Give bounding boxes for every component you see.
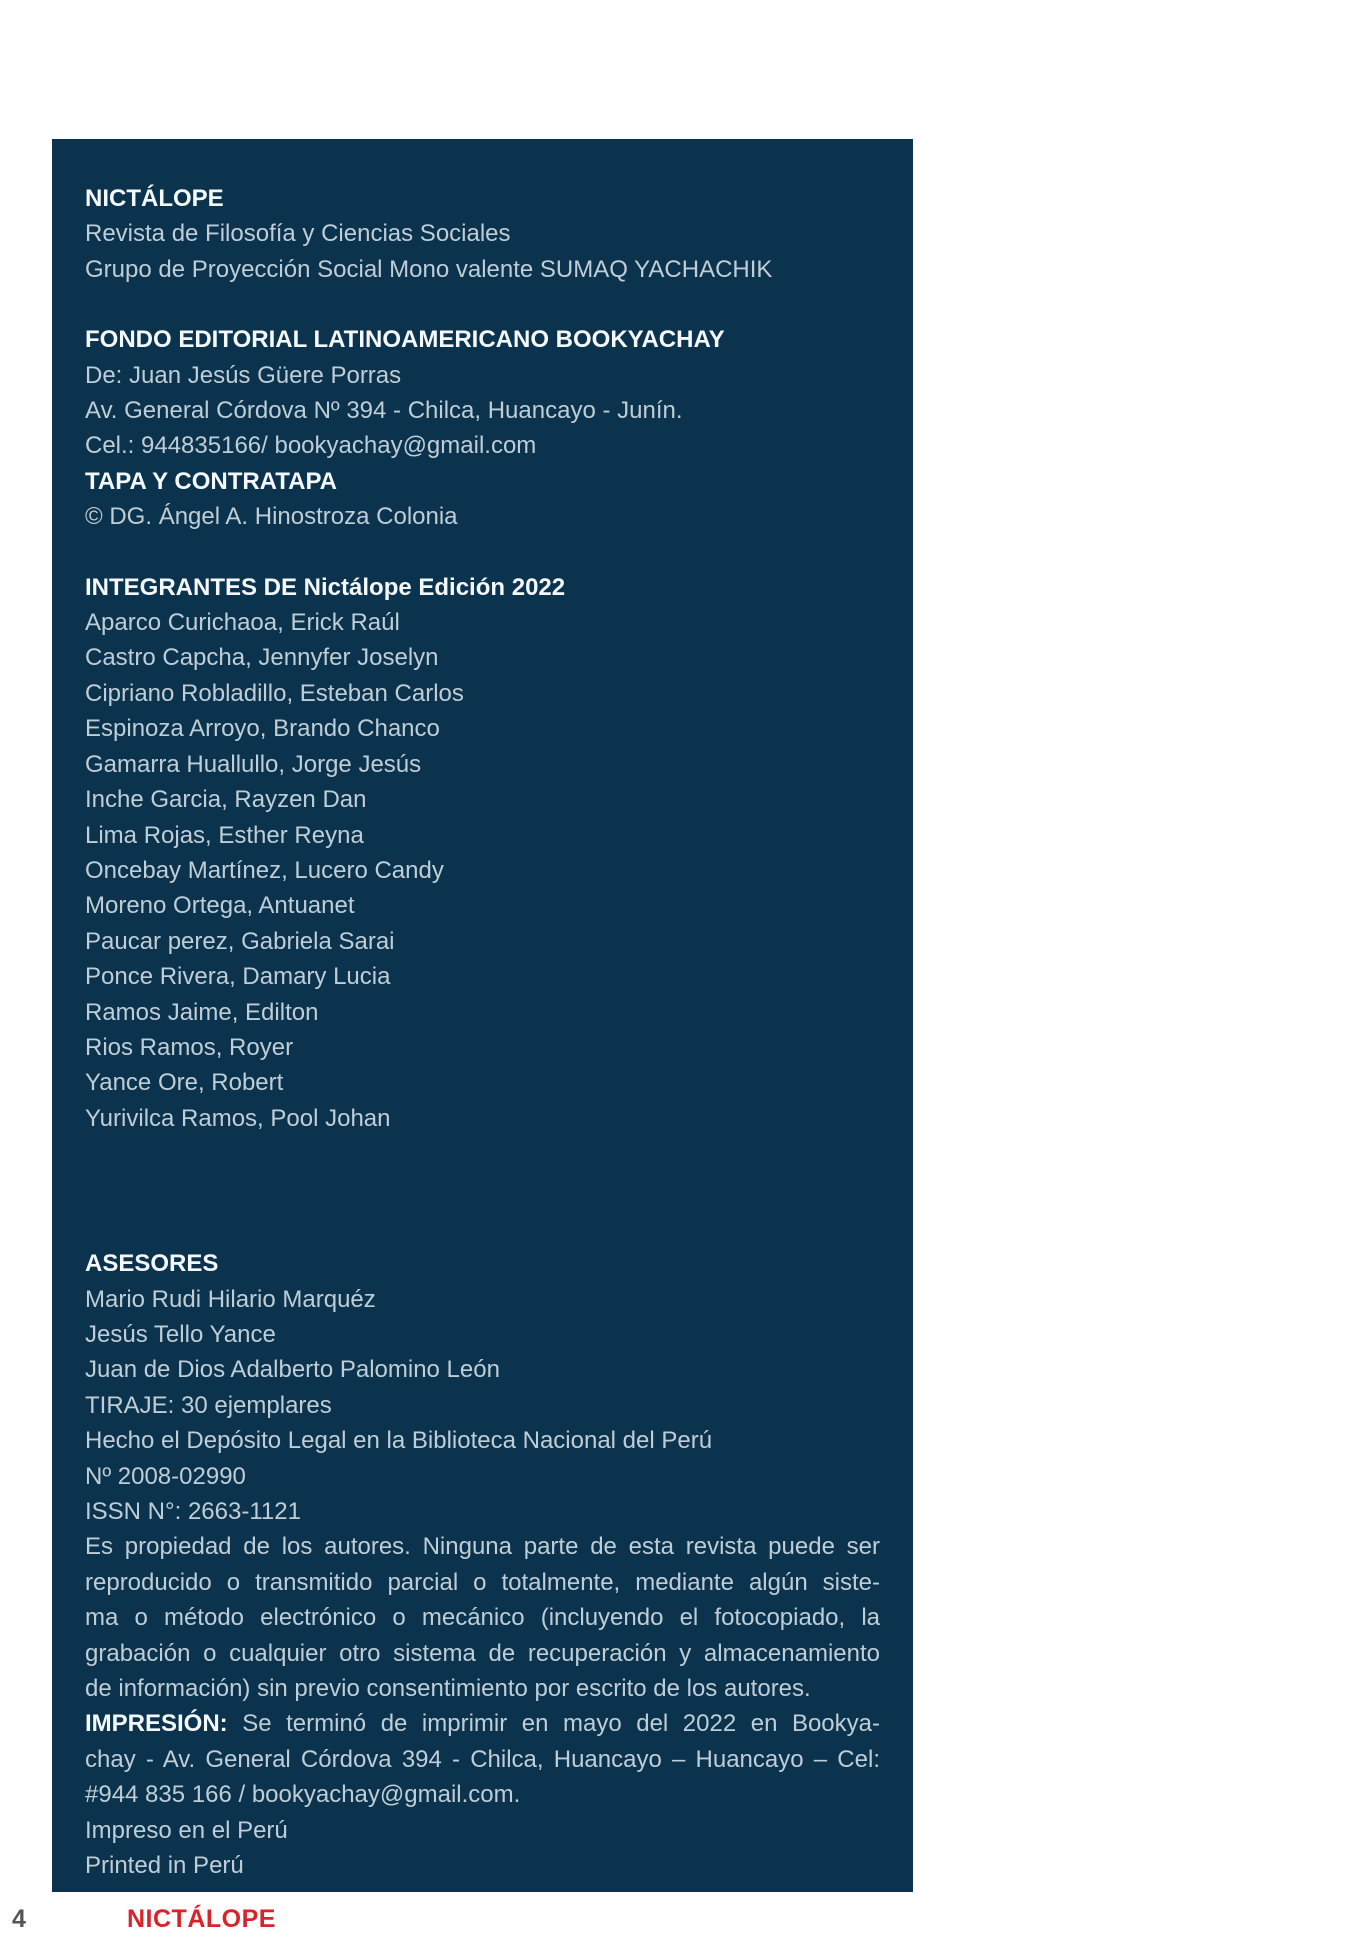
copyright-paragraph [85, 1529, 880, 1706]
member-name: Espinoza Arroyo, Brando Chanco [85, 715, 440, 743]
advisors-section [85, 1246, 880, 1529]
member-name: Ponce Rivera, Damary Lucia [85, 963, 391, 991]
contact-line: Cel.: 944835166/ bookyachay@gmail.com [85, 432, 537, 460]
editorial-section [85, 322, 880, 534]
advisor-name: Mario Rudi Hilario Marquéz [85, 1285, 376, 1313]
text-line: #944 835 166 / bookyachay@gmail.com. [85, 1781, 521, 1809]
member-name: Lima Rojas, Esther Reyna [85, 821, 364, 849]
member-name: Rios Ramos, Royer [85, 1033, 294, 1061]
text-line: Es propiedad de los autores. Ninguna parte de esta revista puede ser [85, 1533, 880, 1561]
impresion-first-line [85, 1706, 880, 1741]
text-line: chay - Av. General Córdova 394 - Chilca, Huancayo – Huancayo – Cel: [85, 1745, 880, 1773]
advisor-name: Jesús Tello Yance [85, 1320, 276, 1348]
journal-group: Grupo de Proyección Social Mono valente SUMAQ YACHACHIK [85, 255, 773, 283]
journal-subtitle: Revista de Filosofía y Ciencias Sociales [85, 220, 511, 248]
printed-in-peru-en: Printed in Perú [85, 1852, 244, 1880]
member-name: Moreno Ortega, Antuanet [85, 892, 355, 920]
member-name: Castro Capcha, Jennyfer Joselyn [85, 644, 439, 672]
closing-section [85, 1813, 880, 1884]
text-line: reproducido o transmitido parcial o totalmente, mediante algún siste- [85, 1568, 880, 1596]
member-name: Gamarra Huallullo, Jorge Jesús [85, 750, 422, 778]
journal-title: NICTÁLOPE [85, 185, 224, 212]
text-line: De: Juan Jesús Güere Porras [85, 361, 402, 389]
member-name: Inche Garcia, Rayzen Dan [85, 786, 367, 814]
page-footer [0, 1905, 1357, 1945]
text-line: de información) sin previo consentimiento por escrito de los autores. [85, 1675, 811, 1703]
member-name: Yurivilca Ramos, Pool Johan [85, 1104, 391, 1132]
member-name: Yance Ore, Robert [85, 1069, 284, 1097]
advisors-heading: ASESORES [85, 1250, 219, 1278]
cover-design-heading: TAPA Y CONTRATAPA [85, 467, 337, 495]
impresion-paragraph [85, 1706, 880, 1812]
masthead-section [85, 181, 880, 287]
member-name: Aparco Curichaoa, Erick Raúl [85, 609, 400, 637]
address-line: Av. General Córdova Nº 394 - Chilca, Huancayo - Junín. [85, 397, 683, 425]
text-line: grabación o cualquier otro sistema de recuperación y almacenamiento [85, 1639, 880, 1667]
advisor-name: Juan de Dios Adalberto Palomino León [85, 1356, 500, 1384]
member-name: Paucar perez, Gabriela Sarai [85, 927, 395, 955]
legal-deposit-number: Nº 2008-02990 [85, 1462, 246, 1490]
members-section [85, 570, 880, 1137]
impresion-text: Se terminó de imprimir en mayo del 2022 en Bookya- [242, 1710, 880, 1738]
impresion-label: IMPRESIÓN: [85, 1710, 228, 1738]
text-line: ma o método electrónico o mecánico (incluyendo el fotocopiado, la [85, 1604, 880, 1632]
colophon-panel [52, 139, 913, 1892]
member-name: Oncebay Martínez, Lucero Candy [85, 856, 444, 884]
member-name: Ramos Jaime, Edilton [85, 998, 319, 1026]
member-name: Cipriano Robladillo, Esteban Carlos [85, 679, 464, 707]
printed-in-peru-es: Impreso en el Perú [85, 1816, 288, 1844]
footer-brand: NICTÁLOPE [127, 1905, 276, 1933]
cover-design-credit: © DG. Ángel A. Hinostroza Colonia [85, 503, 458, 531]
print-run-line: TIRAJE: 30 ejemplares [85, 1391, 332, 1419]
legal-deposit-line: Hecho el Depósito Legal en la Biblioteca Nacional del Perú [85, 1427, 713, 1455]
editorial-heading: FONDO EDITORIAL LATINOAMERICANO BOOKYACHAY [85, 326, 725, 354]
page-number: 4 [12, 1905, 26, 1933]
members-heading: INTEGRANTES DE Nictálope Edición 2022 [85, 573, 566, 601]
issn-line: ISSN N°: 2663-1121 [85, 1498, 301, 1525]
